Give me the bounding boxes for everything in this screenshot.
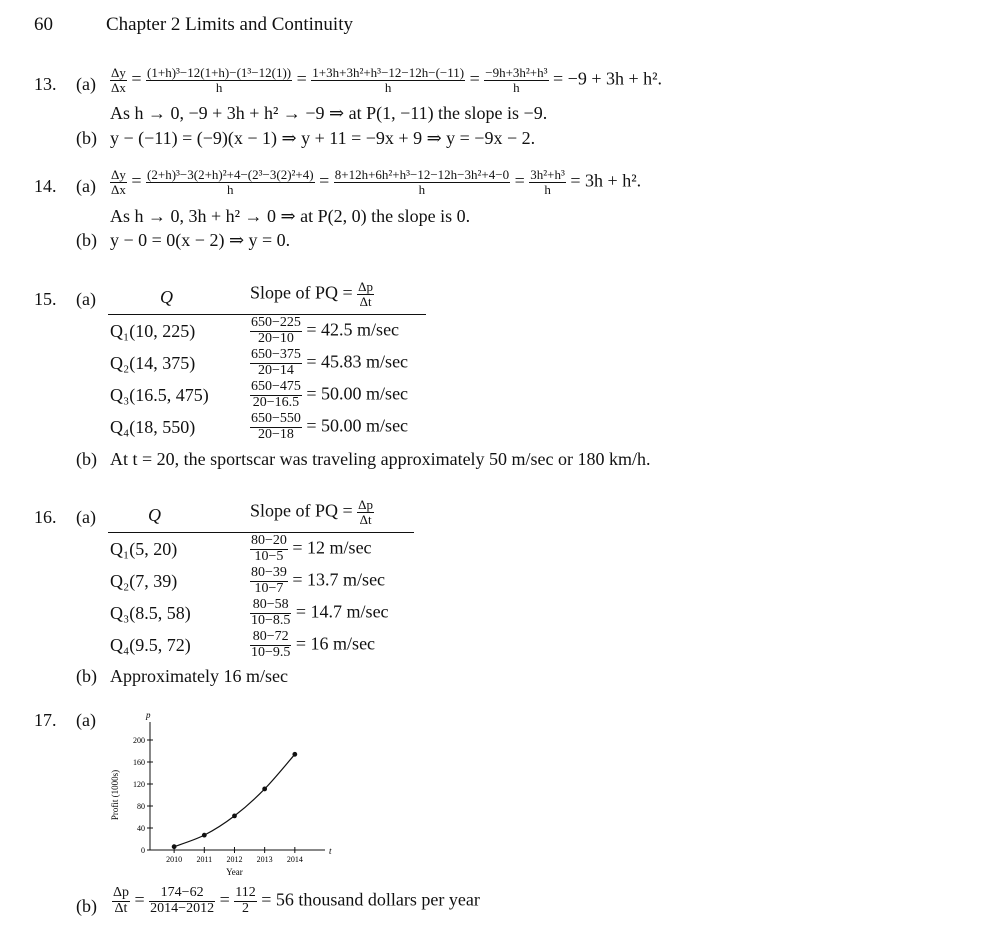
slope-value (250, 348, 408, 378)
denominator: 20−18 (258, 426, 294, 442)
slope-result: = 14.7 m/sec (295, 601, 389, 622)
denominator: 2 (241, 900, 249, 916)
rate-of-change-equation: $\frac{\Delta p}{\Delta t}$ = $\frac{174-62}{2014-2012}$ = $\frac{112}{2}$ = 56 thousand dollars per year (113, 885, 480, 916)
fraction (250, 316, 302, 346)
point-q: Q₁(5, 20) (110, 539, 178, 559)
y-tick-label: 80 (137, 802, 145, 811)
fraction (250, 412, 302, 442)
numerator: 80−39 (251, 565, 287, 580)
point-q: Q₃(8.5, 58) (110, 603, 191, 623)
slope-value (250, 534, 372, 564)
slope-value (250, 598, 389, 628)
fraction (250, 380, 302, 410)
page-number: 60 (34, 14, 53, 35)
denominator: 10−9.5 (251, 644, 291, 660)
point-q: Q₂(14, 375) (110, 353, 196, 373)
y-axis-letter: p (146, 710, 151, 720)
numerator: Δy (111, 65, 126, 80)
result: = 3h + h². (570, 170, 642, 191)
fraction (334, 168, 510, 196)
part-label-b: (b) (76, 230, 97, 250)
difference-quotient-equation: $\frac{\Delta y}{\Delta x}$ = $\frac{\text{(2+h)³−3(2+h)²+4−(2³−3(2)²+4)}}{h}$ = $\frac{\text{8+12h+6h²+h³−12−12h−3h²+4−0}}{h}$ = $\frac{\text{3h²+h³}}{h}$ = 3h + h². (111, 167, 642, 197)
slope-header-text: Slope of PQ = (250, 500, 353, 521)
fraction (250, 566, 288, 596)
x-tick-label: 2012 (226, 855, 243, 864)
numerator: 1+3h+3h²+h³−12−12h−(−11) (312, 65, 465, 80)
slope-value (250, 566, 385, 596)
problem-number: 15. (34, 289, 57, 309)
y-tick-label: 160 (133, 758, 145, 767)
numerator: 174−62 (149, 886, 215, 902)
denominator: 10−5 (254, 548, 284, 564)
problem-number: 14. (34, 176, 57, 196)
data-point (202, 833, 207, 838)
fraction (234, 886, 256, 916)
numerator: 8+12h+6h²+h³−12−12h−3h²+4−0 (334, 167, 510, 182)
slope-result: = 50.00 m/sec (306, 383, 409, 404)
numerator: 80−72 (250, 630, 291, 646)
problem-number: 17. (34, 710, 57, 730)
y-tick-label: 120 (133, 780, 145, 789)
y-tick-label: 0 (141, 846, 145, 855)
point-q: Q₄(18, 550) (110, 417, 196, 437)
denominator: h (418, 181, 426, 197)
answer-text: Approximately 16 m/sec (110, 666, 288, 686)
result: = 56 thousand dollars per year (261, 889, 480, 910)
numerator: 650−475 (251, 379, 301, 394)
answer-text: At t = 20, the sportscar was traveling approximately 50 m/sec or 180 km/h. (110, 449, 651, 469)
profit-chart (100, 700, 340, 880)
numerator: (2+h)³−3(2+h)²+4−(2³−3(2)²+4) (147, 167, 314, 182)
x-axis-letter: t (329, 846, 332, 856)
part-label-b: (b) (76, 666, 97, 686)
slope-result: = 16 m/sec (295, 633, 376, 654)
numerator: Δp (358, 279, 374, 294)
denominator: 20−16.5 (252, 394, 300, 410)
part-label-a: (a) (76, 74, 96, 94)
fraction (357, 280, 374, 308)
fraction (250, 348, 302, 378)
point-q: Q₃(16.5, 475) (110, 385, 209, 405)
y-tick-label: 200 (133, 736, 145, 745)
x-tick-label: 2014 (286, 855, 303, 864)
tangent-line-equation: y − (−11) = (−9)(x − 1) ⇒ y + 11 = −9x + 9 ⇒ y = −9x − 2. (110, 128, 536, 148)
denominator: h (544, 181, 551, 197)
numerator: −9h+3h²+h³ (485, 65, 548, 80)
numerator: 80−58 (250, 598, 291, 614)
denominator: h (384, 79, 392, 95)
problem-number: 13. (34, 74, 57, 94)
chart-layer (110, 710, 332, 877)
slope-value (250, 412, 408, 442)
numerator: 3h²+h³ (530, 167, 565, 182)
denominator: 2014−2012 (150, 900, 215, 916)
part-label-a: (a) (76, 507, 96, 527)
slope-value (250, 380, 408, 410)
numerator: 80−20 (251, 533, 287, 548)
slope-result: = 50.00 m/sec (306, 415, 409, 436)
slope-header-text: Slope of PQ = (250, 282, 353, 303)
point-q: Q₂(7, 39) (110, 571, 178, 591)
denominator: 10−7 (254, 580, 284, 596)
slope-result: = 12 m/sec (292, 537, 372, 558)
numerator: 650−225 (251, 315, 301, 330)
fraction (250, 598, 291, 628)
numerator: Δp (113, 885, 130, 900)
denominator: h (215, 79, 223, 95)
column-header-q: Q (160, 287, 173, 307)
denominator: 20−10 (258, 330, 294, 346)
denominator: h (513, 79, 520, 95)
denominator: 10−8.5 (251, 612, 291, 628)
denominator: 20−14 (258, 362, 294, 378)
limit-statement: As h → 0, 3h + h² → 0 ⇒ at P(2, 0) the slope is 0. (110, 206, 471, 226)
limit-statement: As h → 0, −9 + 3h + h² → −9 ⇒ at P(1, −11) the slope is −9. (110, 103, 548, 123)
part-label-b: (b) (76, 128, 97, 148)
numerator: 650−550 (251, 411, 301, 426)
fraction (110, 66, 127, 94)
fraction (311, 66, 465, 94)
y-axis-title: Profit (1000s) (110, 769, 120, 821)
fraction (110, 168, 127, 196)
difference-quotient-equation: $\frac{\Delta y}{\Delta x}$ = $\frac{\text{(1+h)³−12(1+h)−(1³−12(1))}}{h}$ = $\frac{\text{1+3h+3h²+h³−12−12h−(−11)}}{h}$ = $\frac{\text{−9h+3h²+h³}}{h}$ = −9 + 3h + h². (111, 65, 663, 95)
part-label-a: (a) (76, 710, 96, 730)
fraction (146, 66, 292, 94)
denominator: Δt (359, 511, 372, 527)
chapter-title: Chapter 2 Limits and Continuity (106, 14, 353, 35)
x-axis-title: Year (226, 867, 243, 877)
slope-result: = 13.7 m/sec (292, 569, 386, 590)
column-header-slope (250, 280, 374, 308)
numerator: Δp (358, 497, 374, 512)
denominator: Δt (359, 293, 372, 309)
result: = −9 + 3h + h². (553, 68, 663, 89)
denominator: Δx (111, 181, 126, 197)
data-point (262, 787, 267, 792)
denominator: Δx (111, 79, 126, 95)
denominator: h (227, 181, 234, 197)
tangent-line-equation: y − 0 = 0(x − 2) ⇒ y = 0. (110, 230, 291, 250)
x-tick-label: 2011 (196, 855, 213, 864)
part-label-a: (a) (76, 176, 96, 196)
fraction (149, 886, 215, 916)
data-point (172, 844, 177, 849)
slope-result: = 42.5 m/sec (306, 319, 400, 340)
column-header-slope (250, 498, 374, 526)
column-header-q: Q (148, 505, 161, 525)
part-label-b: (b) (76, 449, 97, 469)
fraction (357, 498, 374, 526)
part-label-b: (b) (76, 896, 97, 916)
x-tick-label: 2010 (166, 855, 183, 864)
point-q: Q₁(10, 225) (110, 321, 196, 341)
slope-value (250, 316, 399, 346)
fraction (484, 66, 548, 94)
numerator: 650−375 (251, 347, 301, 362)
y-tick-label: 40 (137, 824, 145, 833)
slope-result: = 45.83 m/sec (306, 351, 409, 372)
fraction (250, 630, 291, 660)
fraction (529, 168, 566, 196)
point-q: Q₄(9.5, 72) (110, 635, 191, 655)
data-point (292, 752, 297, 757)
data-point (232, 814, 237, 819)
numerator: Δy (111, 167, 126, 182)
numerator: (1+h)³−12(1+h)−(1³−12(1)) (147, 65, 292, 80)
fraction (146, 168, 315, 196)
fraction (250, 534, 288, 564)
problem-number: 16. (34, 507, 57, 527)
slope-value (250, 630, 375, 660)
x-tick-label: 2013 (256, 855, 273, 864)
denominator: Δt (114, 900, 128, 916)
numerator: 112 (235, 885, 256, 900)
part-label-a: (a) (76, 289, 96, 309)
fraction (112, 886, 130, 916)
profit-curve (174, 754, 295, 846)
